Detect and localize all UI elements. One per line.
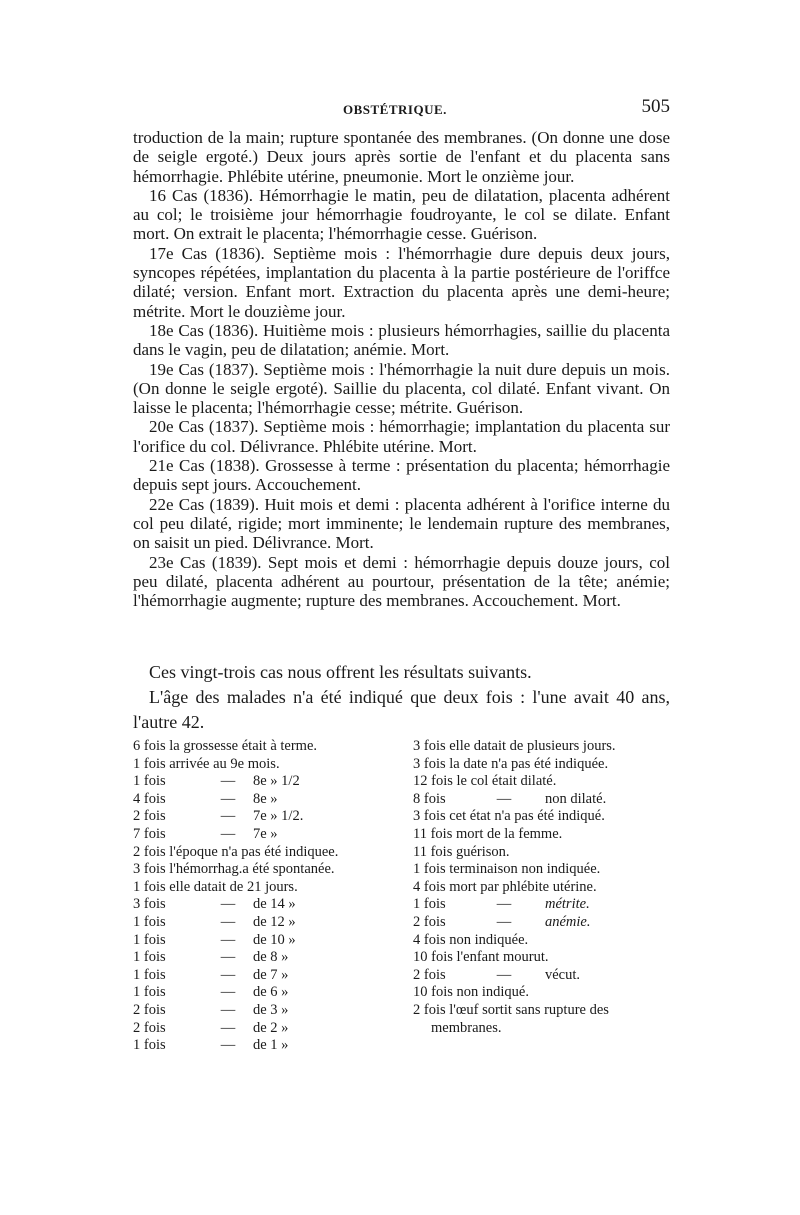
row-text: 3 fois cet état n'a pas été indiqué.: [413, 808, 605, 825]
row-count: 1 fois: [133, 913, 166, 930]
table-row: [133, 1020, 395, 1038]
table-row: [133, 984, 395, 1002]
row-count: 1 fois: [133, 773, 166, 790]
page-number: 505: [641, 96, 670, 117]
row-count: 2 fois: [133, 1001, 166, 1018]
row-value: de 14 »: [253, 896, 296, 913]
row-text: 12 fois le col était dilaté.: [413, 773, 557, 790]
row-text: 6 fois la grossesse était à terme.: [133, 738, 318, 754]
row-text: 11 fois mort de la femme.: [413, 825, 563, 842]
table-row: [413, 949, 673, 967]
case-22: 22e Cas (1839). Huit mois et demi : placenta adhérent à l'orifice interne du col peu dilaté, rigide; mort imminente; le lendemain rupture des membranes, on saisit un pied. Délivrance. Mort.: [133, 494, 670, 553]
table-row: [413, 773, 673, 791]
case-23: 23e Cas (1839). Sept mois et demi : hémorrhagie depuis douze jours, col peu dilaté, placenta adhérent au pourtour, présentation de la tête; anémie; l'hémorrhagie augmente; rupture des membranes. Accouchement. Mort.: [133, 552, 670, 611]
table-row: [133, 896, 395, 914]
case-16: 16 Cas (1836). Hémorrhagie le matin, peu de dilatation, placenta adhérent au col; le troisième jour hémorrhagie foudroyante, le col se dilate. Enfant mort. On extrait le placenta; l'hémorrhagie cesse. Guérison.: [133, 185, 670, 244]
case-19: 19e Cas (1837). Septième mois : l'hémorrhagie la nuit dure depuis un mois. (On donne le seigle ergoté). Saillie du placenta, col dilaté. Enfant vivant. On laisse le placenta; l'hémorrhagie cesse; métrite. Guérison.: [133, 359, 670, 418]
row-value: de 10 »: [253, 931, 296, 948]
summary-text: [133, 660, 670, 735]
row-value: vécut.: [545, 966, 581, 983]
row-count: 1 fois: [133, 1037, 166, 1054]
row-count: 1 fois: [133, 966, 166, 983]
table-row: [413, 984, 673, 1002]
row-text: 2 fois l'œuf sortit sans rupture des: [413, 1001, 609, 1018]
table-row: [133, 844, 395, 862]
row-count: 1 fois: [413, 896, 446, 913]
table-row: [413, 967, 673, 985]
table-row: [133, 861, 395, 879]
row-text: 1 fois arrivée au 9e mois.: [133, 755, 280, 772]
table-row: [133, 1002, 395, 1020]
table-row: [413, 896, 673, 914]
row-count: 7 fois: [133, 825, 166, 842]
row-count: 4 fois: [133, 790, 166, 807]
table-row: [413, 756, 673, 774]
case-21: 21e Cas (1838). Grossesse à terme : présentation du placenta; hémorrhagie depuis sept jours. Accouchement.: [133, 456, 670, 495]
paragraph-continuation: troduction de la main; rupture spontanée des membranes. (On donne une dose de seigle ergoté.) Deux jours après sortie de l'enfant et du placenta sans hémorrhagie. Phlébite utérine, pneumonie. Mort le onzième jour.: [133, 128, 670, 186]
statistics-left-column: [133, 738, 395, 1055]
row-text: membranes.: [431, 1019, 502, 1036]
row-value: de 8 »: [253, 949, 289, 966]
row-dash: —: [496, 896, 512, 913]
row-value: 8e »: [253, 790, 278, 807]
row-text: 4 fois non indiquée.: [413, 931, 529, 948]
row-value: métrite.: [545, 896, 590, 913]
table-row: [133, 756, 395, 774]
row-dash: —: [220, 808, 236, 825]
row-dash: —: [220, 913, 236, 930]
table-row: [413, 808, 673, 826]
summary-age: L'âge des malades n'a été indiqué que deux fois : l'une avait 40 ans, l'autre 42.: [133, 687, 670, 732]
row-count: 2 fois: [133, 808, 166, 825]
row-dash: —: [496, 966, 512, 983]
row-dash: —: [220, 1001, 236, 1018]
row-value: de 3 »: [253, 1001, 289, 1018]
row-value: 7e » 1/2.: [253, 808, 304, 825]
row-dash: —: [496, 790, 512, 807]
table-row: [133, 738, 395, 756]
row-value: anémie.: [545, 913, 591, 930]
row-dash: —: [220, 825, 236, 842]
case-20: 20e Cas (1837). Septième mois : hémorrhagie; implantation du placenta sur l'orifice du col. Délivrance. Phlébite utérine. Mort.: [133, 417, 670, 456]
statistics-right-column: [413, 738, 673, 1037]
table-row: [133, 932, 395, 950]
row-text: 10 fois l'enfant mourut.: [413, 949, 549, 966]
row-text: 10 fois non indiqué.: [413, 984, 529, 1001]
row-count: 1 fois: [133, 949, 166, 966]
table-row: [133, 773, 395, 791]
row-dash: —: [220, 966, 236, 983]
row-value: de 6 »: [253, 984, 289, 1001]
case-18: 18e Cas (1836). Huitième mois : plusieurs hémorrhagies, saillie du placenta dans le vagin, peu de dilatation; anémie. Mort.: [133, 320, 670, 360]
page-header: [133, 96, 670, 122]
running-title: OBSTÉTRIQUE.: [343, 102, 447, 117]
row-dash: —: [220, 896, 236, 913]
row-dash: —: [220, 984, 236, 1001]
table-row: [133, 791, 395, 809]
table-row: [413, 932, 673, 950]
row-value: 8e » 1/2: [253, 773, 300, 790]
table-row: [133, 949, 395, 967]
row-count: 1 fois: [133, 931, 166, 948]
table-row: [133, 1037, 395, 1055]
table-row: [413, 844, 673, 862]
row-dash: —: [220, 949, 236, 966]
row-count: 2 fois: [133, 1019, 166, 1036]
table-row: [133, 879, 395, 897]
case-reports: [133, 128, 670, 610]
row-count: 8 fois: [413, 790, 446, 807]
row-value: de 12 »: [253, 913, 296, 930]
table-row: [413, 826, 673, 844]
table-row: [413, 738, 673, 756]
row-value: 7e »: [253, 825, 278, 842]
row-value: non dilaté.: [545, 790, 607, 807]
row-dash: —: [220, 773, 236, 790]
table-row: [133, 826, 395, 844]
row-value: de 7 »: [253, 966, 289, 983]
row-dash: —: [496, 913, 512, 930]
row-text: 2 fois l'époque n'a pas été indiquee.: [133, 843, 339, 860]
row-value: de 1 »: [253, 1037, 289, 1054]
row-count: 2 fois: [413, 966, 446, 983]
table-row: [413, 1002, 673, 1020]
row-dash: —: [220, 1037, 236, 1054]
table-row: [133, 914, 395, 932]
row-text: 1 fois terminaison non indiquée.: [413, 861, 601, 878]
case-17: 17e Cas (1836). Septième mois : l'hémorrhagie dure depuis deux jours, syncopes répétées, implantation du placenta à la partie postérieure de l'oriffce dilaté; version. Enfant mort. Extraction du placenta après une demi-heure; métrite. Mort le douzième jour.: [133, 243, 670, 321]
row-count: 3 fois: [133, 896, 166, 913]
row-text: 3 fois la date n'a pas été indiquée.: [413, 755, 609, 772]
summary-intro: Ces vingt-trois cas nous offrent les résultats suivants.: [149, 662, 532, 682]
row-dash: —: [220, 1019, 236, 1036]
row-text: 1 fois elle datait de 21 jours.: [133, 878, 298, 895]
row-value: de 2 »: [253, 1019, 289, 1036]
row-dash: —: [220, 790, 236, 807]
table-row: [133, 967, 395, 985]
table-row: [133, 808, 395, 826]
table-row: [413, 914, 673, 932]
table-row: [413, 879, 673, 897]
row-dash: —: [220, 931, 236, 948]
row-text: 11 fois guérison.: [413, 843, 510, 860]
row-text: 3 fois l'hémorrhag.a été spontanée.: [133, 861, 335, 878]
row-count: 1 fois: [133, 984, 166, 1001]
row-count: 2 fois: [413, 913, 446, 930]
row-text: 4 fois mort par phlébite utérine.: [413, 878, 597, 895]
row-text: 3 fois elle datait de plusieurs jours.: [413, 738, 616, 754]
table-row: [413, 1020, 673, 1038]
table-row: [413, 861, 673, 879]
table-row: [413, 791, 673, 809]
